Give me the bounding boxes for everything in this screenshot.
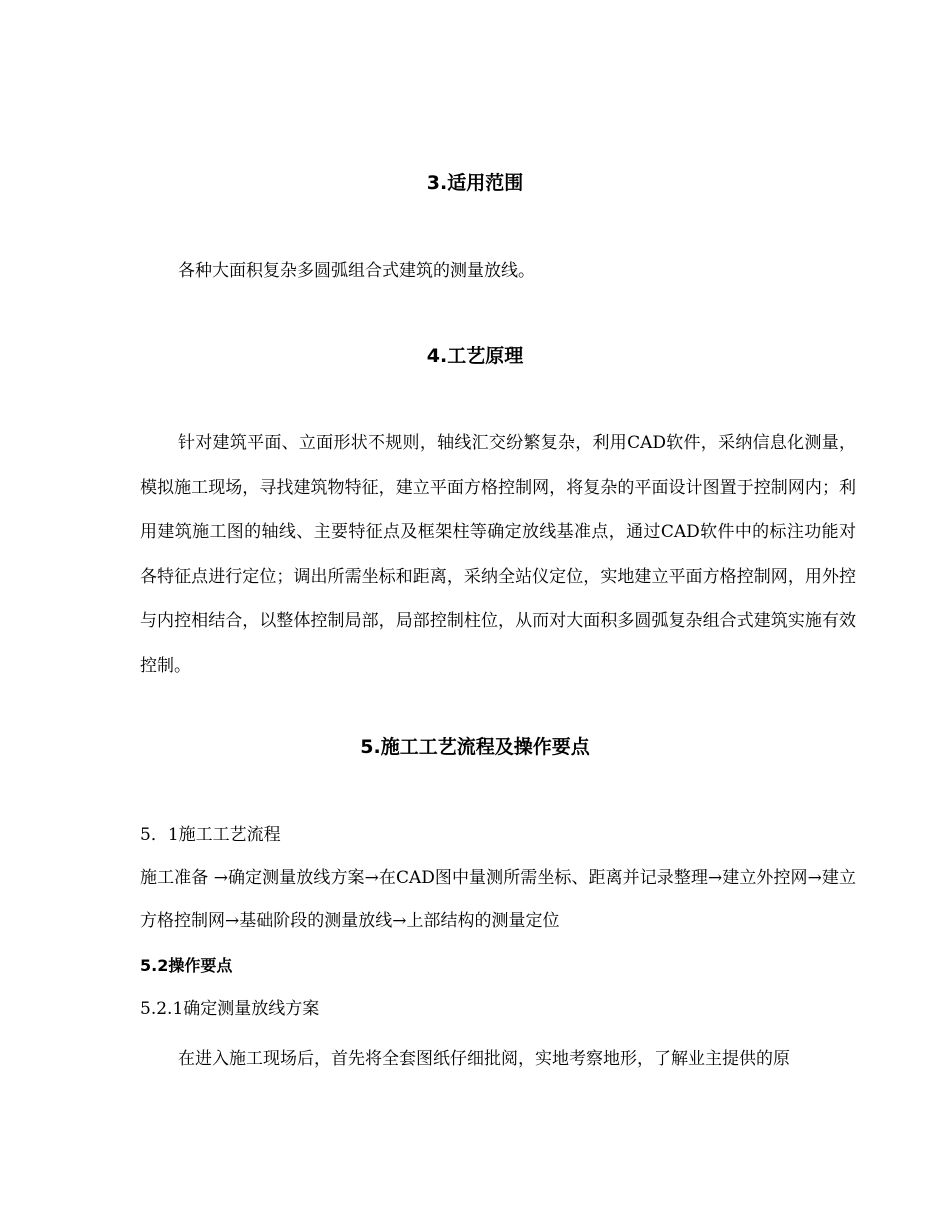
section-5-heading: 5.施工工艺流程及操作要点 <box>360 736 590 758</box>
section-3-body: 各种大面积复杂多圆弧组合式建筑的测量放线。 <box>178 261 535 281</box>
subsection-5-1-title: 5．1施工工艺流程 <box>140 825 281 845</box>
section-3-heading: 3.适用范围 <box>426 172 524 194</box>
section-4-heading: 4.工艺原理 <box>426 345 524 367</box>
section-4-body: 针对建筑平面、立面形状不规则，轴线汇交纷繁复杂，利用CAD软件，采纳信息化测量，模拟施工现场，寻找建筑物特征，建立平面方格控制网，将复杂的平面设计图置于控制网内；利用建筑施工图的轴线、主要特征点及框架柱等确定放线基准点，通过CAD软件中的标注功能对各特征点进行定位；调出所需坐标和距离，采纳全站仪定位，实地建立平面方格控制网，用外控与内控相结合，以整体控制局部，局部控制柱位，从而对大面积多圆弧复杂组合式建筑实施有效控制。 <box>140 433 856 676</box>
process-flow-text: 施工准备 →确定测量放线方案→在CAD图中量测所需坐标、距离并记录整理→建立外控网→建立方格控制网→基础阶段的测量放线→上部结构的测量定位 <box>140 868 856 931</box>
subsection-5-2-1-title: 5.2.1确定测量放线方案 <box>140 999 320 1019</box>
subsection-5-2-1-body: 在进入施工现场后，首先将全套图纸仔细批阅，实地考察地形，了解业主提供的原 <box>178 1049 790 1069</box>
subsection-5-2-title: 5.2操作要点 <box>140 956 233 975</box>
